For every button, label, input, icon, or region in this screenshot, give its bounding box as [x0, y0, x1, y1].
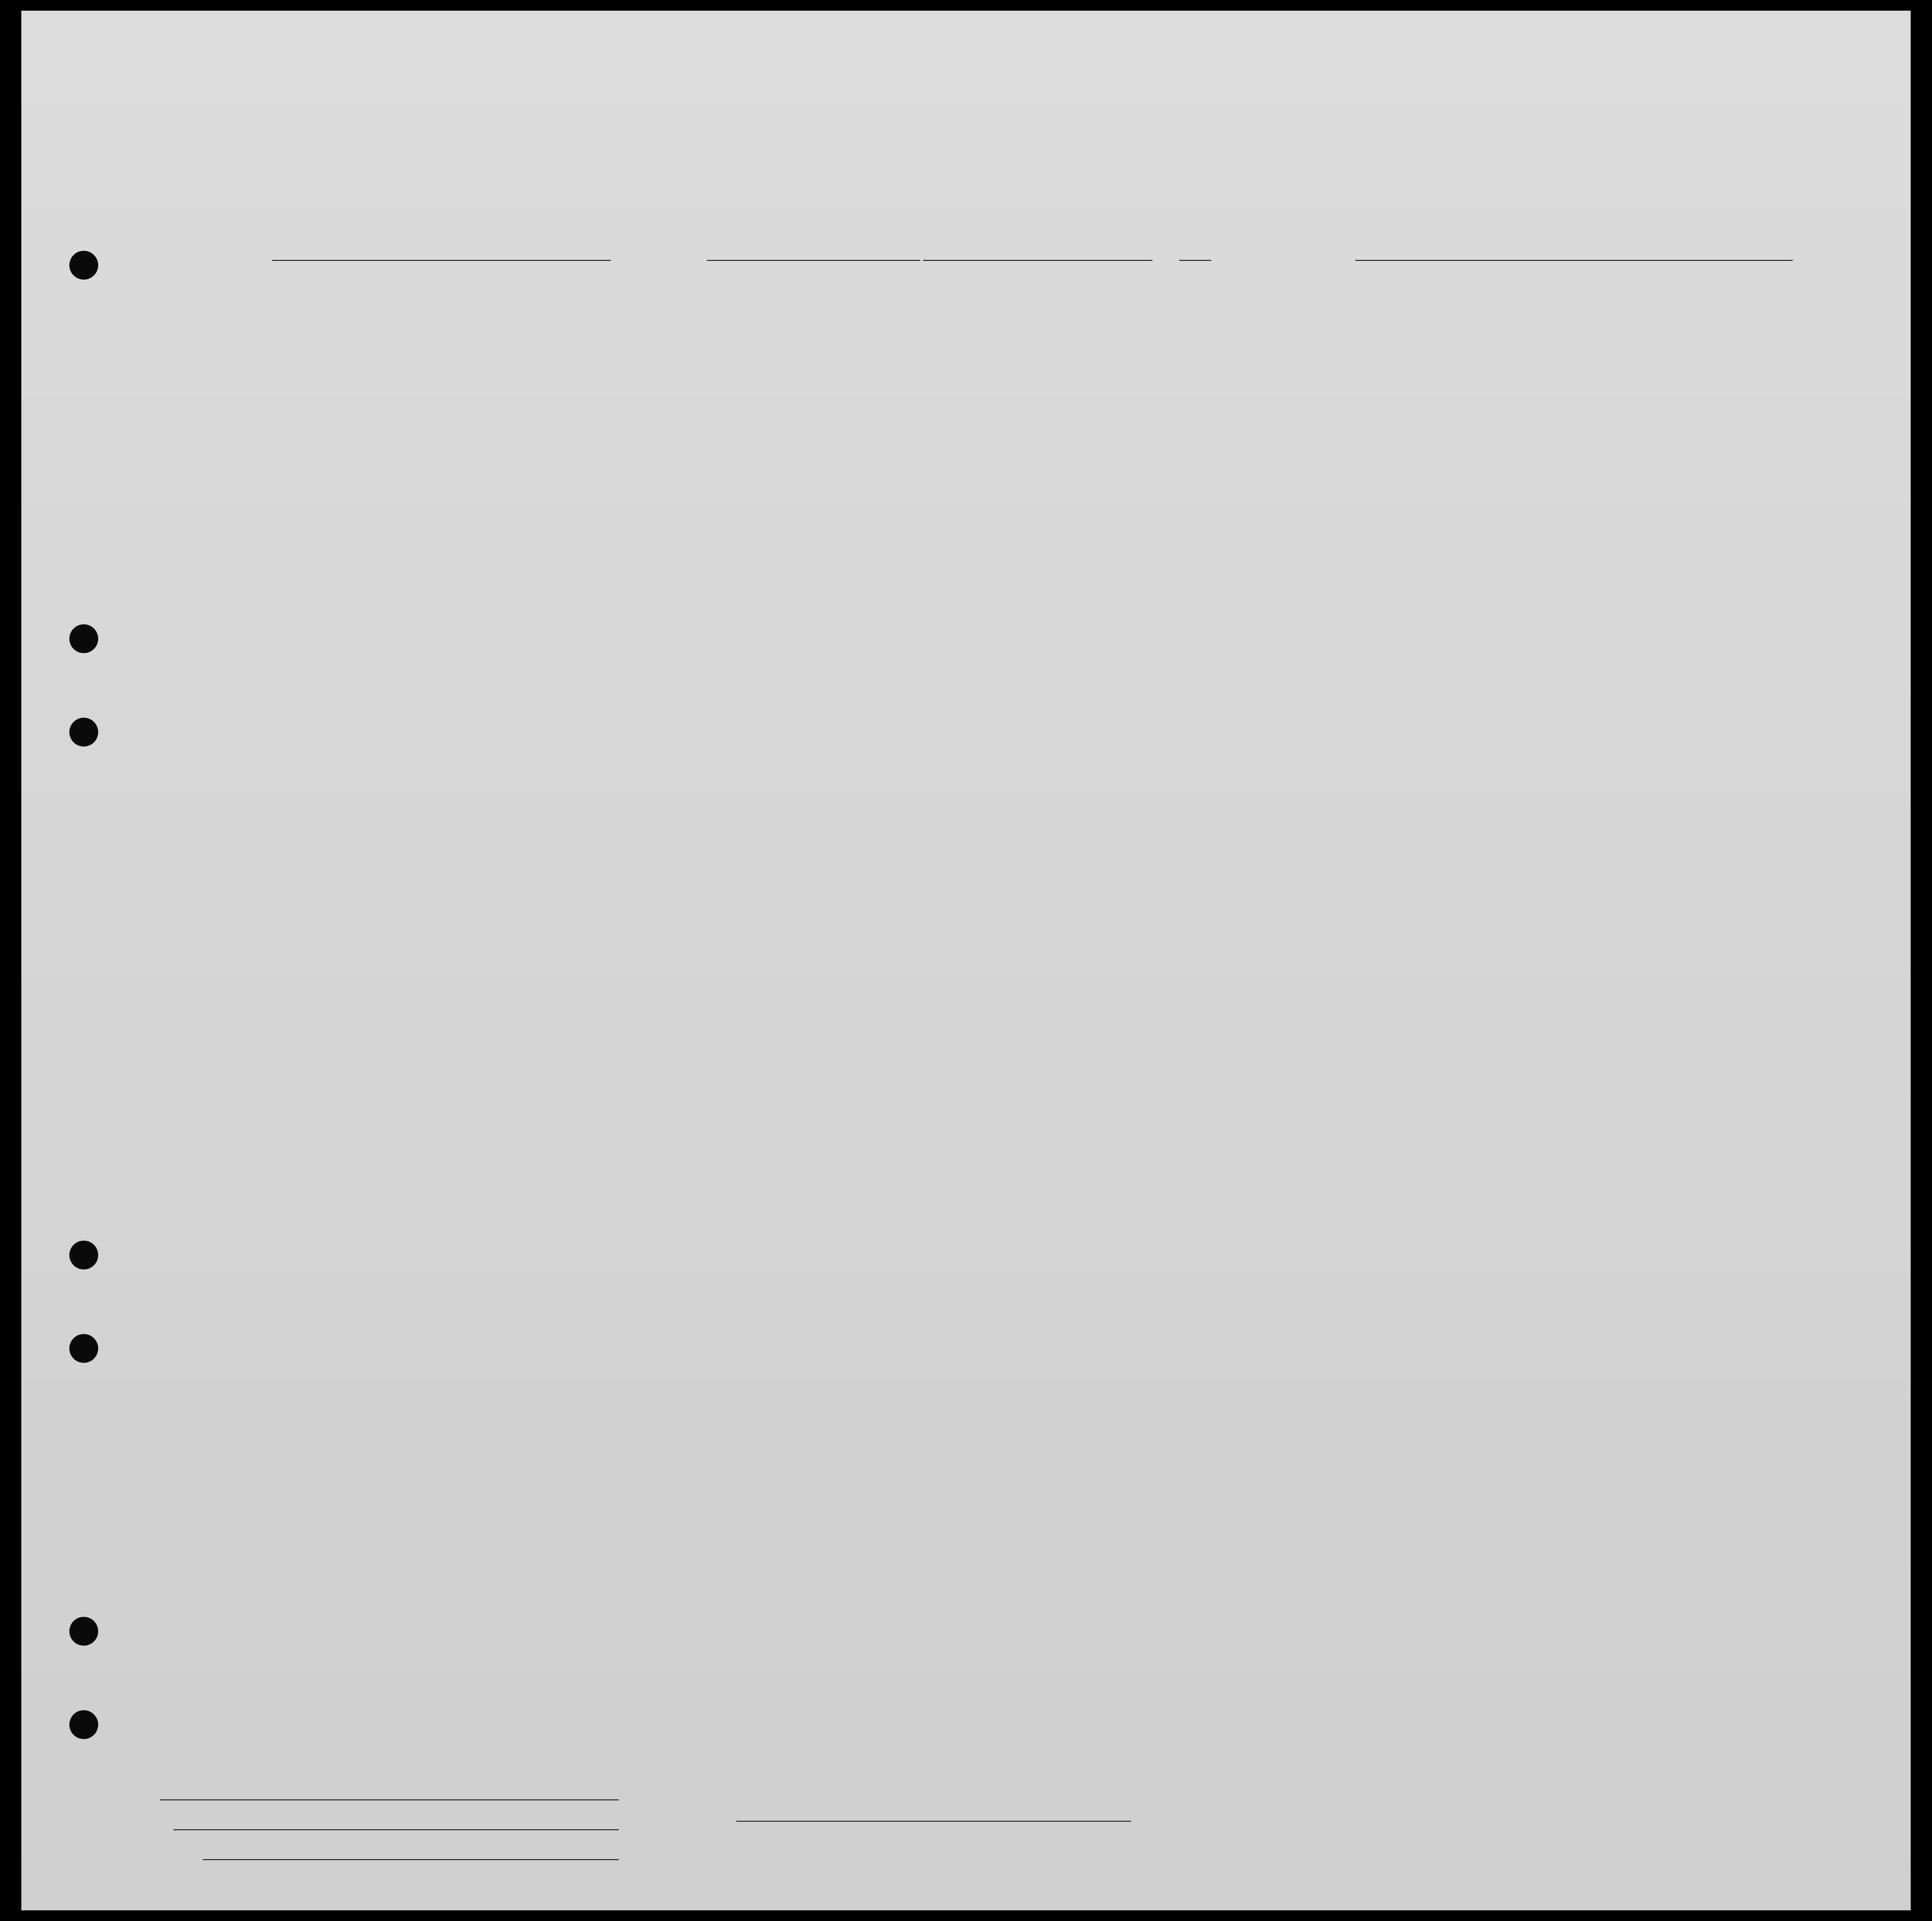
crew-table — [21, 266, 1911, 1749]
manifest-sheet — [21, 11, 1911, 1910]
vessel-line — [21, 232, 1911, 264]
